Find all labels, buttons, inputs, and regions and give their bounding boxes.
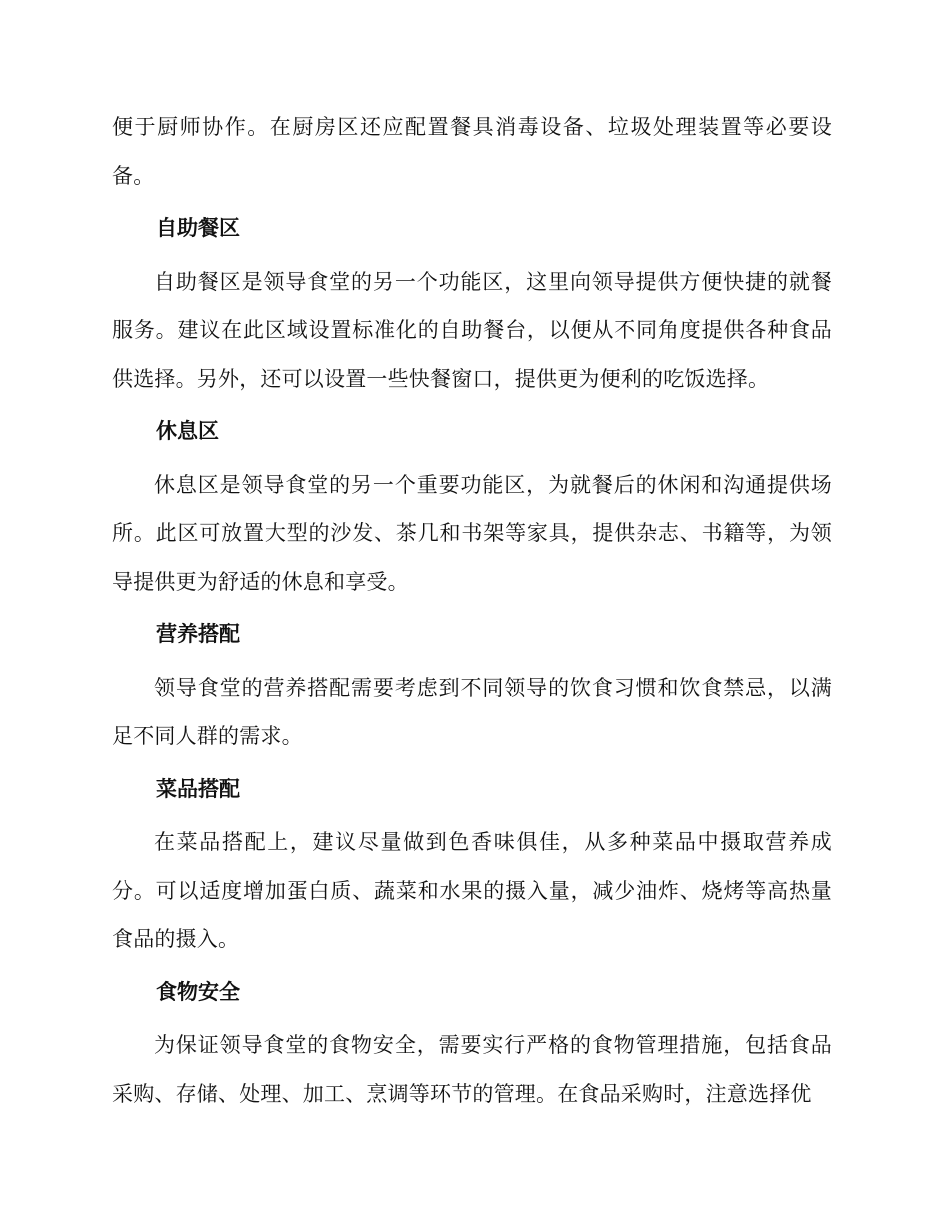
section-paragraph: 领导食堂的营养搭配需要考虑到不同领导的饮食习惯和饮食禁忌，以满足不同人群的需求。 (112, 675, 832, 748)
section-rest-area (112, 407, 832, 606)
section-heading: 菜品搭配 (156, 776, 240, 801)
section-heading: 自助餐区 (156, 216, 240, 240)
section-heading: 休息区 (156, 419, 219, 443)
section-heading: 食物安全 (156, 979, 240, 1004)
section-nutrition (112, 610, 832, 761)
section-paragraph: 为保证领导食堂的食物安全，需要实行严格的食物管理措施，包括食品采购、存储、处理、加工、烹调等环节的管理。在食品采购时，注意选择优 (112, 1033, 832, 1106)
section-paragraph: 在菜品搭配上，建议尽量做到色香味俱佳，从多种菜品中摄取营养成分。可以适度增加蛋白质、蔬菜和水果的摄入量，减少油炸、烧烤等高热量食品的摄入。 (112, 830, 832, 951)
section-food-safety (112, 968, 832, 1119)
section-paragraph: 自助餐区是领导食堂的另一个功能区，这里向领导提供方便快捷的就餐服务。建议在此区域设置标准化的自助餐台，以便从不同角度提供各种食品供选择。另外，还可以设置一些快餐窗口，提供更为便利的吃饭选择。 (112, 269, 832, 391)
section-paragraph: 休息区是领导食堂的另一个重要功能区，为就餐后的休闲和沟通提供场所。此区可放置大型的沙发、茶几和书架等家具，提供杂志、书籍等，为领导提供更为舒适的休息和享受。 (112, 472, 832, 594)
section-buffet (112, 204, 832, 403)
document-page (112, 103, 832, 1118)
section-dishes (112, 765, 832, 964)
intro-continued-paragraph: 便于厨师协作。在厨房区还应配置餐具消毒设备、垃圾处理装置等必要设备。 (112, 115, 832, 188)
section-heading: 营养搭配 (156, 622, 240, 646)
